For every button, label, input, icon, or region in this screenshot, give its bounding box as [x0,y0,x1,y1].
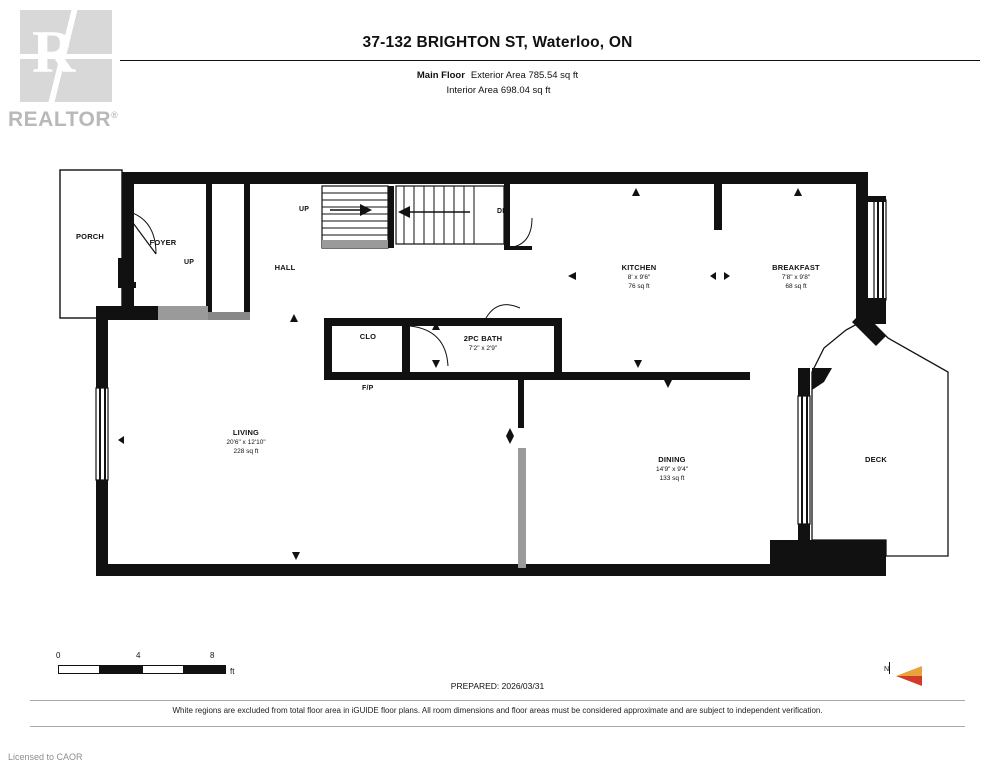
room-name-living: LIVING [232,428,260,437]
room-label-living [182,428,310,457]
room-area-dining: 133 sq ft [659,475,685,482]
license-text: Licensed to CAOR [8,752,83,762]
fireplace-tag: F/P [362,385,374,392]
room-dims-dining: 14'9" x 9'4" [655,465,689,473]
scale-segment-4 [184,665,226,674]
room-name-hall: HALL [274,263,296,272]
scale-segment-1 [58,665,100,674]
stair-tag-down: DN [497,208,508,215]
scale-tick-4: 4 [136,651,141,660]
prepared-date: PREPARED: 2026/03/31 [450,681,545,691]
room-label-closet [340,332,396,342]
logo-registered-mark: ® [111,110,119,120]
room-name-powder-room: 2PC BATH [463,334,503,343]
foyer-tag-up: UP [184,259,195,266]
compass-north-label: N [884,666,890,673]
room-label-deck [846,455,906,465]
room-label-dining [608,455,736,484]
room-name-foyer: FOYER [149,238,177,247]
room-area-living: 228 sq ft [233,448,259,455]
scale-unit: ft [230,667,235,676]
room-area-breakfast: 68 sq ft [785,283,807,290]
room-label-breakfast [746,263,846,292]
disclaimer-divider-bottom [30,726,965,727]
room-name-porch: PORCH [75,232,105,241]
room-dims-kitchen: 8' x 9'6" [627,273,651,281]
room-area-kitchen: 76 sq ft [628,283,650,290]
room-name-kitchen: KITCHEN [621,263,657,272]
room-name-closet: CLO [359,332,377,341]
logo-letter: R [32,19,76,85]
scale-segment-2 [100,665,142,674]
room-label-powder-room [438,334,528,353]
scale-bar-segments [58,665,228,676]
scale-bar [56,651,235,676]
floor-label: Main Floor [416,70,465,81]
room-name-breakfast: BREAKFAST [772,263,820,272]
interior-area: Interior Area 698.04 sq ft [446,85,551,96]
exterior-area: Exterior Area 785.54 sq ft [470,70,579,81]
logo-wordmark-text: REALTOR [8,108,112,131]
room-label-foyer [130,238,196,248]
stair-tag-up: UP [299,206,310,213]
disclaimer-text: White regions are excluded from total floor area in iGUIDE floor plans. All room dimensions and floor areas must be considered approximate and are subject to independent verification. [172,706,823,715]
room-name-deck: DECK [864,455,888,464]
room-dims-breakfast: 7'8" x 9'8" [781,273,811,281]
compass-north-line [889,662,890,674]
scale-tick-0: 0 [56,651,61,660]
scale-tick-8: 8 [210,651,215,660]
room-label-hall [250,263,320,273]
scale-segment-3 [142,665,184,674]
room-label-porch [58,232,122,242]
room-dims-powder-room: 7'2" x 2'9" [468,344,498,352]
disclaimer-divider-top [30,700,965,701]
page-title: 37-132 BRIGHTON ST, Waterloo, ON [362,34,633,51]
room-dims-living: 20'6" x 12'10" [226,438,266,446]
room-name-dining: DINING [658,455,686,464]
room-label-kitchen [592,263,686,292]
